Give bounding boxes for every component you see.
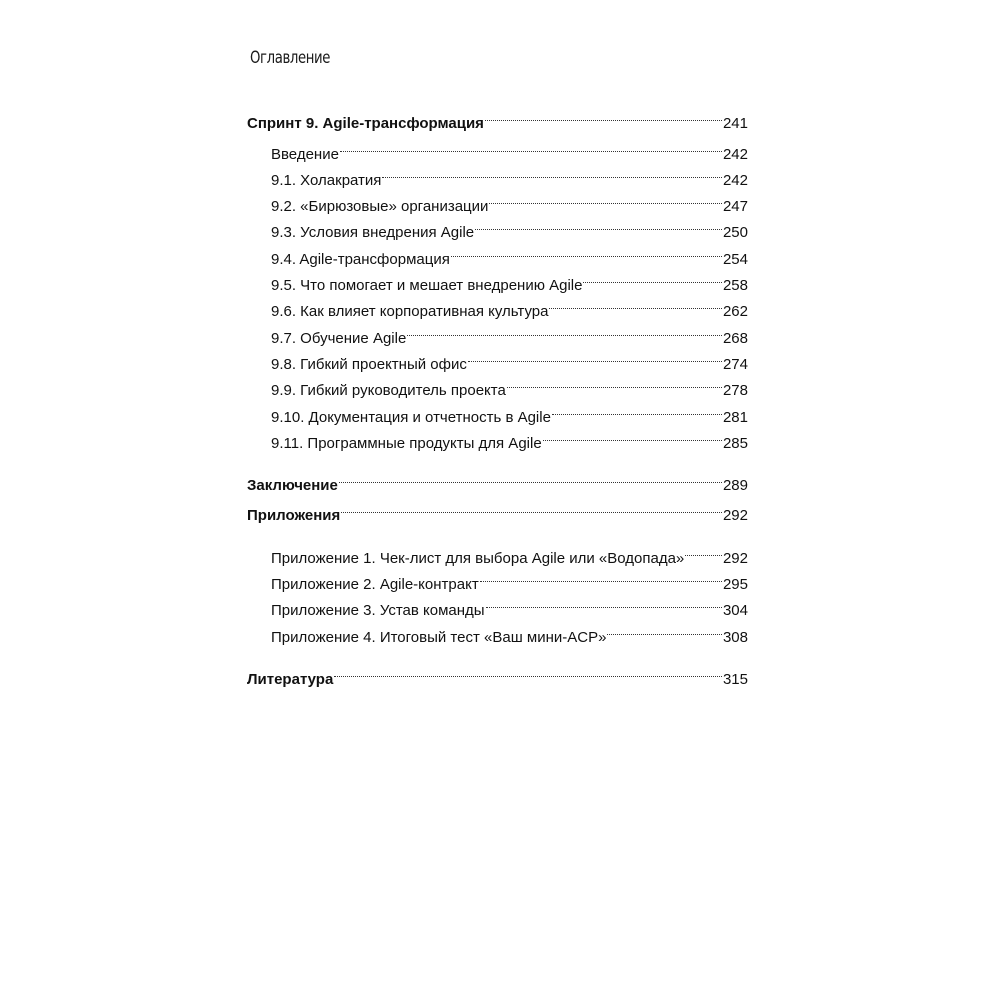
toc-entry-title: 9.7. Обучение Agile bbox=[271, 329, 407, 347]
dot-leader bbox=[340, 132, 722, 158]
toc-entry-title: 9.1. Холакратия bbox=[271, 171, 382, 189]
toc-entry-title: 9.2. «Бирюзовые» организации bbox=[271, 198, 489, 216]
toc-entry-page: 281 bbox=[722, 408, 748, 426]
dot-leader bbox=[407, 316, 722, 342]
toc-entry-title: 9.5. Что помогает и мешает внедрению Agile bbox=[271, 277, 583, 295]
dot-leader bbox=[334, 658, 722, 684]
toc-entry-page: 250 bbox=[722, 224, 748, 242]
toc-entry-title: 9.11. Программные продукты для Agile bbox=[271, 434, 542, 452]
toc-entry-title: Приложение 2. Agile-контракт bbox=[271, 576, 479, 594]
dot-leader bbox=[339, 464, 722, 490]
toc-entry-page: 241 bbox=[722, 115, 748, 133]
toc-appendix-1[interactable] bbox=[247, 536, 748, 567]
toc-entry-page: 254 bbox=[722, 250, 748, 268]
toc-entry-title: Приложение 1. Чек-лист для выбора Agile или «Водопада» bbox=[271, 549, 685, 567]
toc-entry-title: 9.3. Условия внедрения Agile bbox=[271, 224, 475, 242]
toc-conclusion[interactable] bbox=[247, 464, 748, 495]
toc-entry-page: 274 bbox=[722, 355, 748, 373]
toc-entry-title: Литература bbox=[247, 670, 334, 688]
toc-entry-title: Приложения bbox=[247, 507, 341, 525]
toc-entry-page: 268 bbox=[722, 329, 748, 347]
toc-chapter-9[interactable] bbox=[247, 102, 748, 133]
dot-leader bbox=[489, 185, 722, 211]
dot-leader bbox=[507, 369, 722, 395]
toc-entry-page: 242 bbox=[722, 145, 748, 163]
dot-leader bbox=[486, 589, 722, 615]
page-header: Оглавление bbox=[250, 48, 330, 68]
toc-entry-title: Заключение bbox=[247, 477, 338, 495]
toc-entry-title: 9.10. Документация и отчетность в Agile bbox=[271, 408, 551, 426]
dot-leader bbox=[552, 395, 722, 421]
toc-literature[interactable] bbox=[247, 658, 748, 688]
dot-leader bbox=[607, 615, 722, 641]
dot-leader bbox=[583, 264, 721, 290]
table-of-contents bbox=[247, 102, 748, 688]
toc-entry-title: Спринт 9. Agile-трансформация bbox=[247, 115, 484, 133]
toc-entry-title: Приложение 3. Устав команды bbox=[271, 602, 485, 620]
toc-entry-page: 278 bbox=[722, 382, 748, 400]
toc-entry-page: 292 bbox=[722, 507, 748, 525]
dot-leader bbox=[468, 343, 722, 369]
toc-entry-title: 9.9. Гибкий руководитель проекта bbox=[271, 382, 506, 400]
toc-entry-title: 9.8. Гибкий проектный офис bbox=[271, 355, 467, 373]
toc-entry-page: 315 bbox=[722, 670, 748, 688]
toc-entry-page: 258 bbox=[722, 277, 748, 295]
toc-entry-page: 292 bbox=[722, 549, 748, 567]
toc-entry-page: 285 bbox=[722, 434, 748, 452]
dot-leader bbox=[685, 536, 722, 562]
toc-entry-page: 308 bbox=[722, 628, 748, 646]
dot-leader bbox=[485, 102, 722, 128]
dot-leader bbox=[543, 422, 722, 448]
dot-leader bbox=[475, 211, 722, 237]
toc-entry-title: 9.4. Agile-трансформация bbox=[271, 250, 450, 268]
dot-leader bbox=[451, 237, 722, 263]
toc-entry-title: 9.6. Как влияет корпоративная культура bbox=[271, 303, 549, 321]
toc-entry-page: 262 bbox=[722, 303, 748, 321]
toc-entry-page: 247 bbox=[722, 198, 748, 216]
dot-leader bbox=[549, 290, 721, 316]
dot-leader bbox=[341, 494, 722, 520]
toc-entry-title: Введение bbox=[271, 145, 339, 163]
toc-entry-page: 242 bbox=[722, 171, 748, 189]
toc-entry-page: 289 bbox=[722, 477, 748, 495]
toc-entry-page: 304 bbox=[722, 602, 748, 620]
toc-entry-page: 295 bbox=[722, 576, 748, 594]
dot-leader bbox=[480, 563, 722, 589]
toc-entry-title: Приложение 4. Итоговый тест «Ваш мини-ACP» bbox=[271, 628, 607, 646]
dot-leader bbox=[382, 159, 722, 185]
